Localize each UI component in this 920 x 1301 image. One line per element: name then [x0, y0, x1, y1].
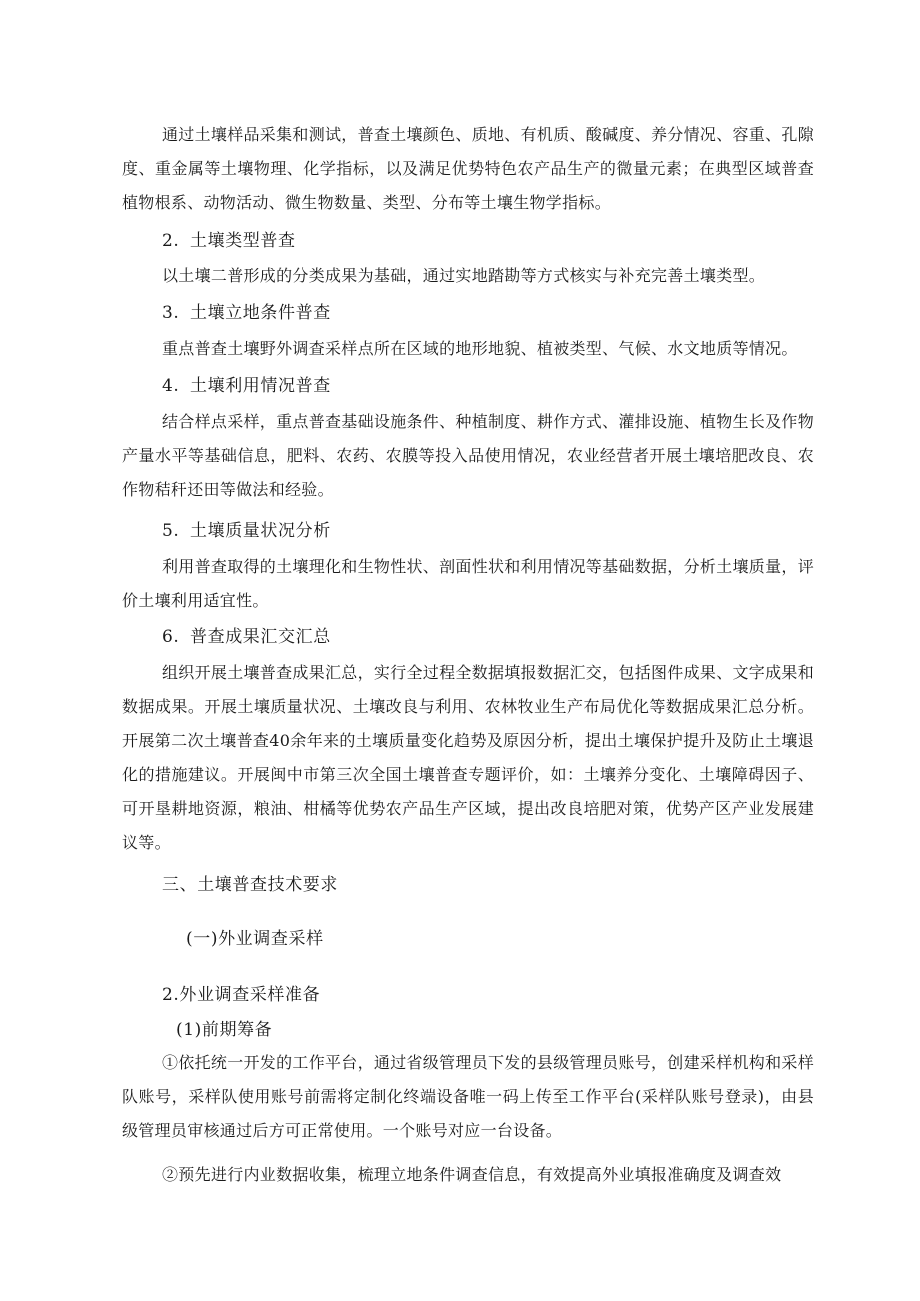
- heading-text: 土壤立地条件普查: [190, 303, 331, 323]
- paragraph-quality-analysis: 利用普查取得的土壤理化和生物性状、剖面性状和利用情况等基础数据，分析土壤质量，评价土壤利用适宜性。: [122, 557, 815, 610]
- paragraph-data-collection: ②预先进行内业数据收集，梳理立地条件调查信息，有效提高外业填报准确度及调查效: [162, 1165, 782, 1184]
- heading-land-use: [162, 373, 331, 399]
- subsection-heading-field-sampling: (一)外业调查采样: [186, 929, 324, 949]
- paragraph-soil-type: 以土壤二普形成的分类成果为基础，通过实地踏勘等方式核实与补充完善土壤类型。: [162, 266, 766, 285]
- heading-number: 3.: [162, 303, 180, 323]
- heading-site-conditions: [162, 300, 331, 326]
- heading-text: 土壤质量状况分析: [190, 521, 331, 541]
- heading-text: 普查成果汇交汇总: [190, 627, 331, 647]
- section-heading-technical-requirements: 三、土壤普查技术要求: [162, 875, 338, 895]
- heading-quality-analysis: [162, 518, 331, 544]
- paragraph-site-conditions: 重点普查土壤野外调查采样点所在区域的地形地貌、植被类型、气候、水文地质等情况。: [162, 339, 798, 358]
- paragraph-account-setup: ①依托统一开发的工作平台，通过省级管理员下发的县级管理员账号，创建采样机构和采样队账号，采样队使用账号前需将定制化终端设备唯一码上传至工作平台(采样队账号登录)，由县级管理员审核通过后方可正常使用。一个账号对应一台设备。: [122, 1053, 815, 1140]
- paragraph-results-summary: 组织开展土壤普查成果汇总，实行全过程全数据填报数据汇交，包括图件成果、文字成果和数据成果。开展土壤质量状况、土壤改良与利用、农林牧业生产布局优化等数据成果汇总分析。开展第二次土壤普查40余年来的土壤质量变化趋势及原因分析，提出土壤保护提升及防止土壤退化的措施建议。开展闽中市第三次全国土壤普查专题评价，如：土壤养分变化、土壤障碍因子、可开垦耕地资源，粮油、柑橘等优势农产品生产区域，提出改良培肥对策，优势产区产业发展建议等。: [122, 663, 815, 852]
- heading-text: 土壤利用情况普查: [190, 376, 331, 396]
- heading-number: 5.: [162, 521, 180, 541]
- subsection-heading-preliminary-preparation: (1)前期筹备: [176, 1020, 273, 1040]
- heading-number: 6.: [162, 627, 180, 647]
- heading-results-summary: [162, 624, 331, 650]
- subsection-heading-sampling-preparation: 2.外业调查采样准备: [162, 985, 321, 1005]
- heading-text: 土壤类型普查: [190, 231, 296, 251]
- paragraph-intro: 通过土壤样品采集和测试，普查土壤颜色、质地、有机质、酸碱度、养分情况、容重、孔隙度、重金属等土壤物理、化学指标，以及满足优势特色农产品生产的微量元素；在典型区域普查植物根系、动物活动、微生物数量、类型、分布等土壤生物学指标。: [122, 125, 815, 212]
- heading-number: 4.: [162, 376, 180, 396]
- heading-number: 2.: [162, 231, 180, 251]
- paragraph-land-use: 结合样点采样，重点普查基础设施条件、种植制度、耕作方式、灌排设施、植物生长及作物产量水平等基础信息，肥料、农药、农膜等投入品使用情况，农业经营者开展土壤培肥改良、农作物秸秆还田等做法和经验。: [122, 412, 815, 499]
- heading-soil-type-survey: [162, 228, 296, 254]
